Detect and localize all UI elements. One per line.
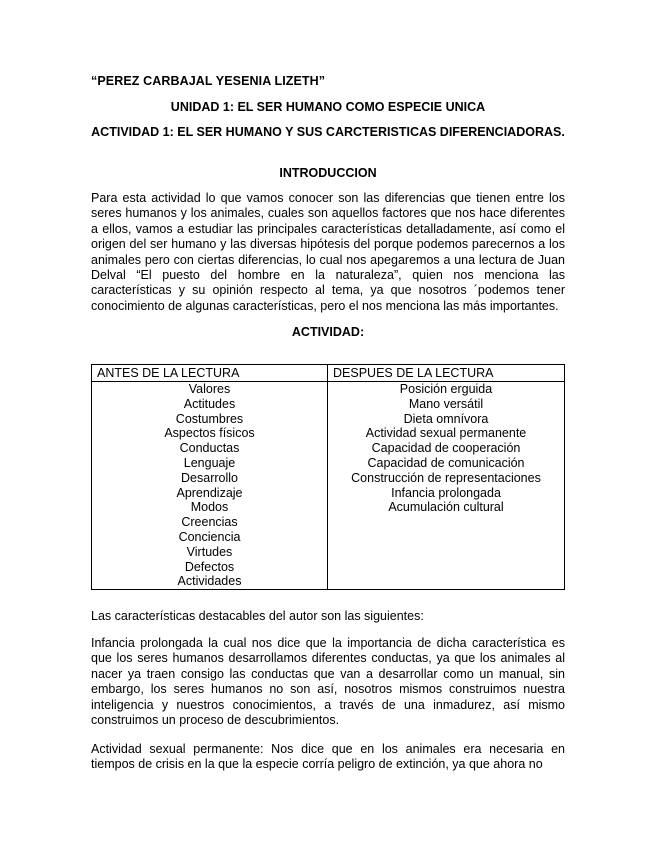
list-item: Acumulación cultural <box>388 500 504 515</box>
list-item: Valores <box>188 382 231 396</box>
features-intro: Las características destacables del autor son las siguientes: <box>91 609 424 623</box>
list-item: Creencias <box>181 515 238 530</box>
introduction-paragraph: Para esta actividad lo que vamos conocer son las diferencias que tienen entre los seres humanos y los animales, cuales son aquellos factores que nos hace diferentes a ellos, vamos a estudiar las principales características detalladamente, así como el origen del ser humano y las diversas hipótesis del porque podemos parecernos a los animales pero con ciertas diferencias, lo cual nos apegaremos a una lectura de Juan Delval “El puesto del hombre en la naturaleza”, quien nos menciona las características y su opinión respecto al tema, ya que nosotros ´podemos tener conocimiento de algunas características, pero el nos menciona las más importantes. <box>91 191 565 313</box>
unit-heading: UNIDAD 1: EL SER HUMANO COMO ESPECIE UNICA <box>170 100 486 114</box>
list-item: Virtudes <box>186 544 233 559</box>
list-item: Dieta omnívora <box>403 411 489 426</box>
activity-heading: ACTIVIDAD: <box>291 325 365 339</box>
activity-title: ACTIVIDAD 1: EL SER HUMANO Y SUS CARCTERISTICAS DIFERENCIADORAS. <box>91 125 565 139</box>
list-item: Lenguaje <box>183 455 236 470</box>
before-reading-header: ANTES DE LA LECTURA <box>92 365 328 382</box>
list-item: Actitudes <box>183 396 236 411</box>
list-item: Actividades <box>177 574 242 589</box>
list-item: Aprendizaje <box>176 485 243 500</box>
list-item: Infancia prolongada <box>391 485 501 500</box>
introduction-heading: INTRODUCCION <box>279 166 377 180</box>
list-item: Actividad sexual permanente <box>365 426 527 441</box>
after-reading-list <box>328 382 564 515</box>
table-header-row <box>92 365 565 382</box>
list-item: Desarrollo <box>181 470 238 485</box>
sexual-activity-paragraph: Actividad sexual permanente: Nos dice que en los animales era necesaria en tiempos de crisis en la que la especie corría peligro de extinción, ya que ahora no <box>91 742 565 772</box>
list-item: Posición erguida <box>399 382 493 396</box>
list-item: Mano versátil <box>408 396 484 411</box>
list-item: Costumbres <box>175 411 244 426</box>
before-reading-cell <box>92 382 328 590</box>
before-reading-list <box>92 382 327 589</box>
infancia-paragraph: Infancia prolongada la cual nos dice que la importancia de dicha característica es que los seres humanos desarrollamos diferentes conductas, ya que los animales al nacer ya traen consigo las conductas que van a desarrollar como un manual, sin embargo, los seres humanos no son así, nosotros mismos construimos nuestra inteligencia y nuestros conocimientos, a través de una inmadurez, así mismo construimos un proceso de descubrimientos. <box>91 636 565 728</box>
list-item: Conductas <box>179 441 240 456</box>
after-reading-cell <box>328 382 565 590</box>
list-item: Modos <box>190 500 229 515</box>
comparison-table <box>91 364 565 590</box>
list-item: Conciencia <box>178 529 241 544</box>
after-reading-header: DESPUES DE LA LECTURA <box>328 365 565 382</box>
list-item: Construcción de representaciones <box>351 470 541 485</box>
list-item: Capacidad de comunicación <box>367 455 525 470</box>
list-item: Aspectos físicos <box>164 426 255 441</box>
list-item: Capacidad de cooperación <box>371 441 521 456</box>
list-item: Defectos <box>184 559 235 574</box>
author-name: “PEREZ CARBAJAL YESENIA LIZETH” <box>91 74 326 88</box>
table-row <box>92 382 565 590</box>
